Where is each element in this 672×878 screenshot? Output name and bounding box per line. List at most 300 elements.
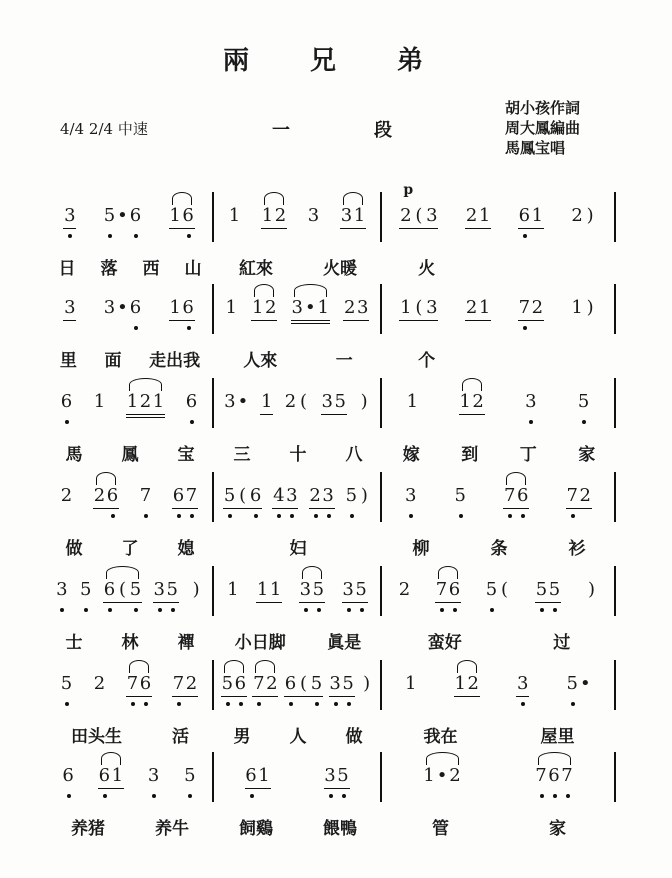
note: 5: [345, 485, 358, 506]
note: 2: [571, 205, 583, 226]
lyric-word: 眞是: [327, 633, 362, 653]
lyrics-line: [46, 628, 616, 653]
slurred-note-group: [93, 472, 119, 509]
note-group: [245, 752, 271, 789]
song-title: 兩 兄 弟: [222, 46, 450, 76]
note-group: [223, 378, 249, 414]
note: 3: [307, 205, 320, 226]
lyric-word: 西: [142, 259, 160, 279]
lyric-word: 过: [553, 633, 571, 653]
slurred-note-group: [503, 472, 529, 509]
note: 2: [93, 673, 106, 694]
lyric-word: 鳳: [121, 445, 139, 465]
composer-credit: 周大鳳編曲: [505, 119, 581, 137]
lyric-word: 到: [461, 445, 479, 465]
note: 3: [291, 296, 304, 324]
note-group: [404, 660, 417, 696]
slurred-note-group: [169, 192, 195, 229]
note: ): [587, 579, 596, 600]
lyric-word: 媳: [177, 539, 195, 559]
lyric-word: 八: [345, 445, 363, 465]
note-group: [465, 284, 491, 321]
measure: [214, 752, 382, 802]
measure: [214, 472, 382, 522]
staff-line: [46, 660, 616, 710]
slurred-note-group: [261, 192, 287, 229]
note: 1: [169, 296, 182, 321]
lyricist-credit: 胡小孩作詞: [505, 99, 581, 117]
note: 7: [566, 484, 579, 509]
note: 3: [63, 296, 76, 321]
note: 6: [62, 765, 74, 786]
note: 5: [535, 578, 548, 603]
lyric-word: 嫁: [402, 445, 420, 465]
lyrics-measure: [382, 440, 616, 465]
note: 3: [342, 578, 355, 603]
note: 3: [329, 672, 342, 697]
note: 7: [252, 672, 265, 697]
measure: [46, 284, 214, 334]
note: 1: [478, 296, 491, 321]
note-group: [571, 192, 597, 228]
slurred-note-group: [535, 752, 574, 788]
note: 3: [285, 484, 298, 509]
note-group: [169, 284, 195, 321]
note-group: [139, 472, 152, 508]
lyrics-line: [46, 254, 616, 279]
lyrics-measure: [46, 254, 214, 279]
note-group: [342, 566, 368, 603]
note: 5: [566, 673, 578, 694]
lyrics-measure: [46, 722, 214, 747]
staff-line: [46, 472, 616, 522]
note: 2: [465, 296, 478, 321]
note-group: [55, 566, 68, 602]
note: ): [360, 485, 368, 506]
note: 5: [485, 579, 498, 600]
note-group: [535, 566, 561, 603]
staff-line: [46, 566, 616, 616]
note: (: [412, 204, 425, 229]
note-group: [577, 378, 590, 414]
note: 6: [234, 672, 247, 697]
note: 3: [103, 297, 116, 318]
note: 6: [185, 391, 198, 412]
note-group: [260, 378, 273, 415]
note-group: [60, 378, 73, 414]
measure: [382, 284, 616, 334]
measure: [214, 284, 382, 334]
note: 2: [139, 390, 152, 418]
note: 5: [60, 673, 73, 694]
note: 7: [172, 672, 185, 697]
note: 2: [264, 296, 277, 321]
lyric-word: 家: [578, 445, 596, 465]
note: 2: [309, 484, 322, 509]
lyric-word: 田头生: [71, 727, 122, 747]
note: (: [297, 672, 310, 697]
lyric-word: 管: [432, 819, 449, 839]
note-group: [571, 284, 597, 320]
note: 6: [448, 578, 461, 603]
lyric-word: 三: [233, 445, 251, 465]
slurred-note-group: [251, 284, 277, 321]
note: 6: [98, 764, 111, 789]
measure: [46, 378, 214, 428]
note: 1: [423, 765, 435, 786]
singer-credit: 馬鳳宝唱: [505, 139, 566, 157]
lyric-word: 小日脚: [234, 633, 286, 653]
note-group: [228, 192, 241, 228]
note: 6: [518, 204, 531, 229]
note: 2: [467, 672, 480, 697]
note-group: [284, 660, 323, 697]
note: ): [360, 391, 368, 412]
note: 3: [224, 391, 236, 412]
note: 2: [265, 672, 278, 697]
note-group: [398, 566, 411, 602]
lyrics-measure: [214, 440, 382, 465]
note: 1: [227, 579, 239, 600]
note: 1: [228, 205, 241, 226]
slurred-note-group: [423, 752, 462, 788]
lyrics-measure: [214, 722, 382, 747]
note: 3: [525, 391, 537, 412]
staff-line: [46, 752, 616, 802]
note-group: [153, 566, 179, 603]
note-group: [147, 752, 160, 788]
note: 1: [225, 297, 237, 318]
lyric-word: 养牛: [155, 819, 189, 839]
note: 2: [449, 765, 461, 786]
note: 2: [60, 485, 73, 506]
note-group: [223, 472, 262, 509]
slurred-note-group: [340, 192, 366, 229]
note: 1: [459, 390, 472, 415]
note: 6: [548, 765, 560, 786]
note: 6: [284, 672, 297, 697]
note-group: [272, 472, 298, 509]
slurred-note-group: [98, 752, 124, 789]
note: 3: [425, 204, 438, 229]
note-group: [358, 378, 371, 414]
note: 1: [531, 204, 544, 229]
lyric-word: 家: [549, 819, 566, 839]
measure: [382, 752, 616, 802]
note: 1: [405, 673, 417, 694]
measure: [46, 472, 214, 522]
note-group: [454, 472, 467, 508]
lyric-word: 衫: [568, 539, 586, 559]
slurred-note-group: [103, 566, 142, 603]
note: 2: [399, 204, 412, 229]
lyric-word: 柳: [412, 539, 430, 559]
note-group: [345, 472, 371, 508]
note: 1: [269, 578, 282, 603]
note-group: [566, 472, 592, 509]
lyrics-line: [46, 440, 616, 465]
note: 5: [103, 205, 116, 226]
note-group: [406, 378, 419, 414]
lyric-word: 馬: [65, 445, 83, 465]
measure: [382, 660, 616, 710]
note: 5: [577, 391, 590, 412]
note-group: [585, 566, 598, 602]
lyric-word: 走出我: [149, 351, 201, 371]
lyrics-measure: [382, 814, 616, 839]
note: 3: [340, 204, 353, 229]
lyric-word: 丁: [519, 445, 537, 465]
note-group: [79, 566, 92, 602]
lyrics-measure: [46, 534, 214, 559]
note-group: [256, 566, 282, 603]
staff-line: [46, 378, 616, 428]
note-group: [103, 192, 142, 228]
note: 2: [284, 391, 297, 412]
note-group: [343, 284, 369, 321]
note: ): [586, 297, 594, 318]
note: 1: [406, 391, 419, 412]
lyric-word: 做: [65, 539, 83, 559]
lyric-word: 了: [121, 539, 139, 559]
note: 7: [535, 765, 547, 786]
note: 1: [111, 764, 124, 789]
lyric-word: 火暖: [323, 259, 357, 279]
note: 5: [223, 484, 236, 509]
note: (: [500, 579, 509, 600]
lyric-word: 飼鷄: [239, 819, 273, 839]
lyric-word: 十: [289, 445, 307, 465]
note: 3: [153, 578, 166, 603]
lyric-word: 做: [345, 727, 363, 747]
note: 5: [337, 764, 350, 789]
section-heading: [272, 116, 392, 142]
note-group: [324, 752, 350, 789]
note: 3: [56, 579, 68, 600]
note: 4: [272, 484, 285, 509]
note: 1: [571, 297, 583, 318]
note-group: [307, 192, 320, 228]
note: 7: [126, 672, 139, 697]
note: 3: [63, 204, 76, 229]
slurred-note-group: [291, 284, 330, 324]
note-group: [63, 284, 76, 321]
note: 2: [185, 672, 198, 697]
note-group: [225, 284, 238, 320]
measure: [382, 378, 616, 428]
lyric-word: 林: [121, 633, 139, 653]
note: 5: [548, 578, 561, 603]
note: 5: [166, 578, 179, 603]
lyric-word: 餵鴨: [323, 819, 357, 839]
staff-line: [46, 182, 616, 242]
note-group: [566, 660, 592, 696]
slurred-note-group: [454, 660, 480, 697]
lyrics-line: [46, 814, 616, 839]
note-group: [93, 660, 106, 696]
note: 1: [256, 578, 269, 603]
note: 1: [478, 204, 491, 229]
note: 6: [139, 672, 152, 697]
note-group: [62, 752, 75, 788]
section-heading-part: 段: [374, 120, 392, 141]
note: 1: [317, 296, 330, 324]
note: 5: [79, 579, 92, 600]
measure: [46, 752, 214, 802]
note: 7: [503, 484, 516, 509]
note-group: [518, 284, 544, 321]
slurred-note-group: [221, 660, 247, 697]
note-group: [103, 284, 142, 320]
lyric-word: 人: [289, 727, 307, 747]
note: 1: [454, 672, 467, 697]
measure: [214, 566, 382, 616]
lyric-word: 妇: [289, 539, 307, 559]
lyric-word: 士: [65, 633, 83, 653]
lyric-word: 日: [58, 259, 76, 279]
note: 6: [516, 484, 529, 509]
measure: [214, 378, 382, 428]
note: 1: [353, 204, 366, 229]
slurred-note-group: [126, 660, 152, 697]
note-group: [404, 472, 417, 508]
note-group: [93, 378, 106, 414]
lyrics-measure: [46, 628, 214, 653]
note: 1: [169, 204, 182, 229]
note-group: [60, 660, 73, 696]
note: 2: [465, 204, 478, 229]
note: 6: [129, 297, 142, 318]
note-group: [399, 284, 438, 321]
note: 3: [322, 484, 335, 509]
lyrics-line: [46, 346, 616, 371]
note: 5: [342, 672, 355, 697]
lyric-word: 襌: [177, 633, 195, 653]
section-heading-part: 一: [272, 120, 290, 141]
note-group: [172, 472, 198, 509]
note-group: [226, 566, 239, 602]
note: 6: [249, 484, 262, 509]
note: 1: [260, 390, 273, 415]
lyric-word: 我在: [423, 727, 458, 747]
note: 3: [425, 296, 438, 321]
lyrics-measure: [382, 534, 616, 559]
credits: [505, 98, 580, 158]
note-group: [284, 378, 310, 414]
note-group: [185, 378, 198, 414]
lyrics-line: [46, 722, 616, 747]
lyric-word: 宝: [177, 445, 195, 465]
measure: [46, 660, 214, 710]
note: 1: [399, 296, 412, 321]
lyric-word: 个: [418, 351, 436, 371]
note: 1: [152, 390, 165, 418]
note-group: [172, 660, 198, 697]
note-group: [524, 378, 537, 414]
note: 5: [221, 672, 234, 697]
lyric-word: 屋里: [540, 727, 575, 747]
note: 1: [251, 296, 264, 321]
lyric-word: 紅來: [239, 259, 273, 279]
note: 3: [147, 765, 160, 786]
note: 1: [93, 391, 106, 412]
lyric-word: 活: [172, 727, 189, 747]
note: ): [192, 579, 200, 600]
note: (: [116, 578, 129, 603]
note: 5: [454, 485, 466, 506]
lyrics-measure: [214, 628, 382, 653]
note: 7: [435, 578, 448, 603]
note: 3: [405, 485, 417, 506]
note-group: [518, 192, 544, 229]
note: •: [304, 296, 317, 324]
note: (: [299, 391, 307, 412]
lyric-word: 山: [184, 259, 202, 279]
note: 6: [182, 204, 195, 229]
lyric-word: 面: [104, 351, 122, 371]
note-group: [183, 752, 196, 788]
note: 5: [129, 578, 142, 603]
note-group: [321, 378, 347, 415]
note: 6: [182, 296, 195, 321]
note: 6: [245, 764, 258, 789]
measure: [214, 192, 382, 242]
note: •: [237, 391, 249, 412]
slurred-note-group: [459, 378, 485, 415]
note-group: [360, 660, 373, 696]
note: (: [236, 484, 249, 509]
note: 5: [310, 672, 323, 697]
note: 1: [261, 204, 274, 229]
lyrics-measure: [214, 346, 382, 371]
slurred-note-group: [435, 566, 461, 603]
note: 6: [60, 391, 73, 412]
slurred-note-group: [126, 378, 165, 418]
note: 3: [321, 390, 334, 415]
measure: [382, 566, 616, 616]
note: 7: [518, 296, 531, 321]
note: 5: [312, 578, 325, 603]
note: 1: [126, 390, 139, 418]
note-group: [190, 566, 203, 602]
note: ): [363, 673, 371, 694]
note: 3: [324, 764, 337, 789]
note: 2: [398, 579, 411, 600]
note-group: [329, 660, 355, 697]
note: 6: [106, 484, 119, 509]
lyrics-measure: [46, 814, 214, 839]
note: 3: [516, 672, 529, 697]
lyrics-measure: [46, 440, 214, 465]
measure: [382, 472, 616, 522]
measure: [382, 182, 616, 242]
note: •: [117, 297, 128, 318]
dynamic-mark: p: [403, 182, 414, 198]
note-group: [485, 566, 511, 602]
note-group: [63, 192, 76, 229]
lyrics-measure: [214, 534, 382, 559]
lyrics-measure: [46, 346, 214, 371]
note: 6: [172, 484, 185, 509]
note: 7: [561, 765, 573, 786]
slurred-note-group: [252, 660, 278, 697]
lyrics-measure: [382, 346, 616, 371]
note: 5: [355, 578, 368, 603]
measure: [46, 566, 214, 616]
lyric-word: 养猪: [71, 819, 105, 839]
note: 3: [356, 296, 369, 321]
lyrics-measure: [214, 254, 382, 279]
